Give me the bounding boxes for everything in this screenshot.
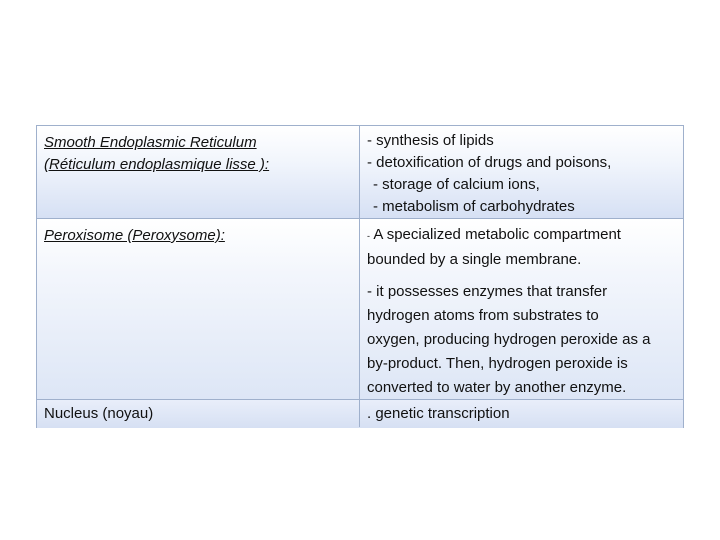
description-line: - synthesis of lipids [367,132,494,149]
description-line: bounded by a single membrane. [367,251,582,268]
description-line: - detoxification of drugs and poisons, [367,154,612,171]
row-description-peroxisome [367,223,682,400]
description-line: - it possesses enzymes that transfer [367,283,608,300]
description-line [367,223,682,248]
label-line: Peroxisome (Peroxysome): [44,227,225,244]
table-row [37,126,683,219]
row-label-smooth-er [44,132,269,176]
label-line: Smooth Endoplasmic Reticulum [44,134,257,151]
row-description-smooth-er [367,130,682,218]
description-line: - metabolism of carbohydrates [373,198,575,215]
table-row [37,400,683,428]
description-text: A specialized metabolic compartment [373,226,621,243]
description-line: oxygen, producing hydrogen peroxide as a [367,331,651,348]
row-description-nucleus [367,403,682,425]
description-line: by-product. Then, hydrogen peroxide is [367,355,628,372]
row-label-peroxisome [44,225,225,247]
row-label-nucleus [44,403,153,425]
description-line: . genetic transcription [367,405,510,422]
description-line: - storage of calcium ions, [373,176,540,193]
column-divider [359,126,360,427]
table-row [37,219,683,400]
organelle-table [36,125,684,428]
dash-marker: - [367,231,370,241]
label-line: (Réticulum endoplasmique lisse ): [44,156,270,173]
description-line: converted to water by another enzyme. [367,379,627,396]
label-line: Nucleus (noyau) [44,405,154,422]
description-line: hydrogen atoms from substrates to [367,307,599,324]
